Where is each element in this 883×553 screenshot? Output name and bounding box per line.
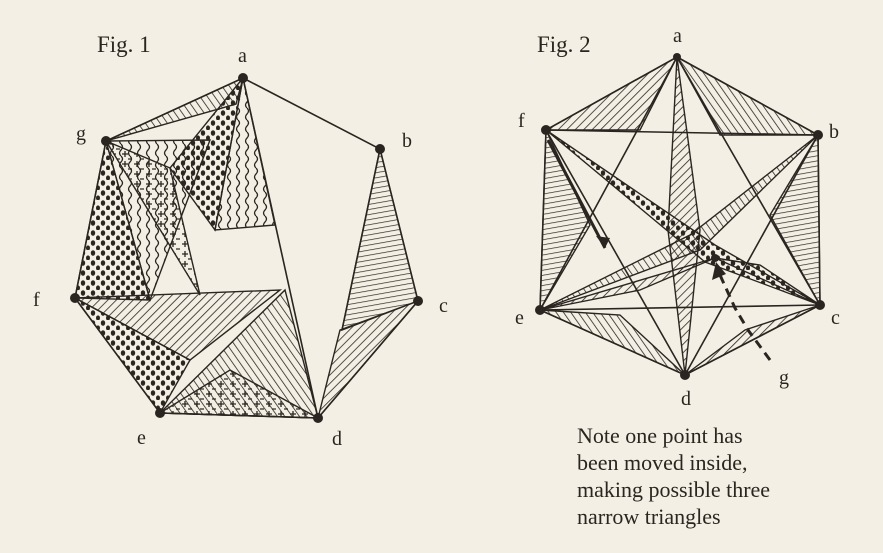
fig2-label-a: a (673, 25, 682, 47)
fig2-label-d: d (681, 388, 691, 410)
fig2-vertex-c (815, 300, 825, 310)
fig2-label-b: b (829, 121, 839, 143)
fig1-label-d: d (332, 428, 342, 450)
fig1-vertex-d (313, 413, 323, 423)
fig2-label-e: e (515, 307, 524, 329)
fig1-tri-b-hatch (342, 149, 418, 330)
fig2-vertex-b (813, 130, 823, 140)
fig2-vertex-a (673, 53, 681, 61)
fig1-title: Fig. 1 (97, 32, 151, 57)
fig2-vertex-d (680, 370, 690, 380)
fig1-vertex-e (155, 408, 165, 418)
note-line-2: been moved inside, (577, 450, 748, 475)
fig2-label-c: c (831, 307, 840, 329)
fig2-title: Fig. 2 (537, 32, 591, 57)
note-line-4: narrow triangles (577, 504, 721, 529)
note-block (577, 423, 770, 529)
fig1-label-b: b (402, 130, 412, 152)
fig2-group (515, 25, 840, 410)
fig1-label-g: g (76, 123, 86, 145)
note-line-1: Note one point has (577, 423, 743, 448)
fig2-label-f: f (518, 110, 525, 132)
fig1-label-f: f (33, 289, 40, 311)
fig1-vertex-f (70, 293, 80, 303)
fig1-vertex-c (413, 296, 423, 306)
fig2-vertex-g (711, 254, 719, 262)
fig1-vertex-g (101, 136, 111, 146)
fig1-label-a: a (238, 45, 247, 67)
fig1-vertex-a (238, 73, 248, 83)
fig2-vertex-e (535, 305, 545, 315)
fig1-label-c: c (439, 295, 448, 317)
fig2-label-g: g (779, 367, 789, 389)
fig1-group (33, 32, 448, 450)
fig1-label-e: e (137, 427, 146, 449)
note-line-3: making possible three (577, 477, 771, 502)
fig1-vertex-b (375, 144, 385, 154)
fig2-vertex-f (541, 125, 551, 135)
